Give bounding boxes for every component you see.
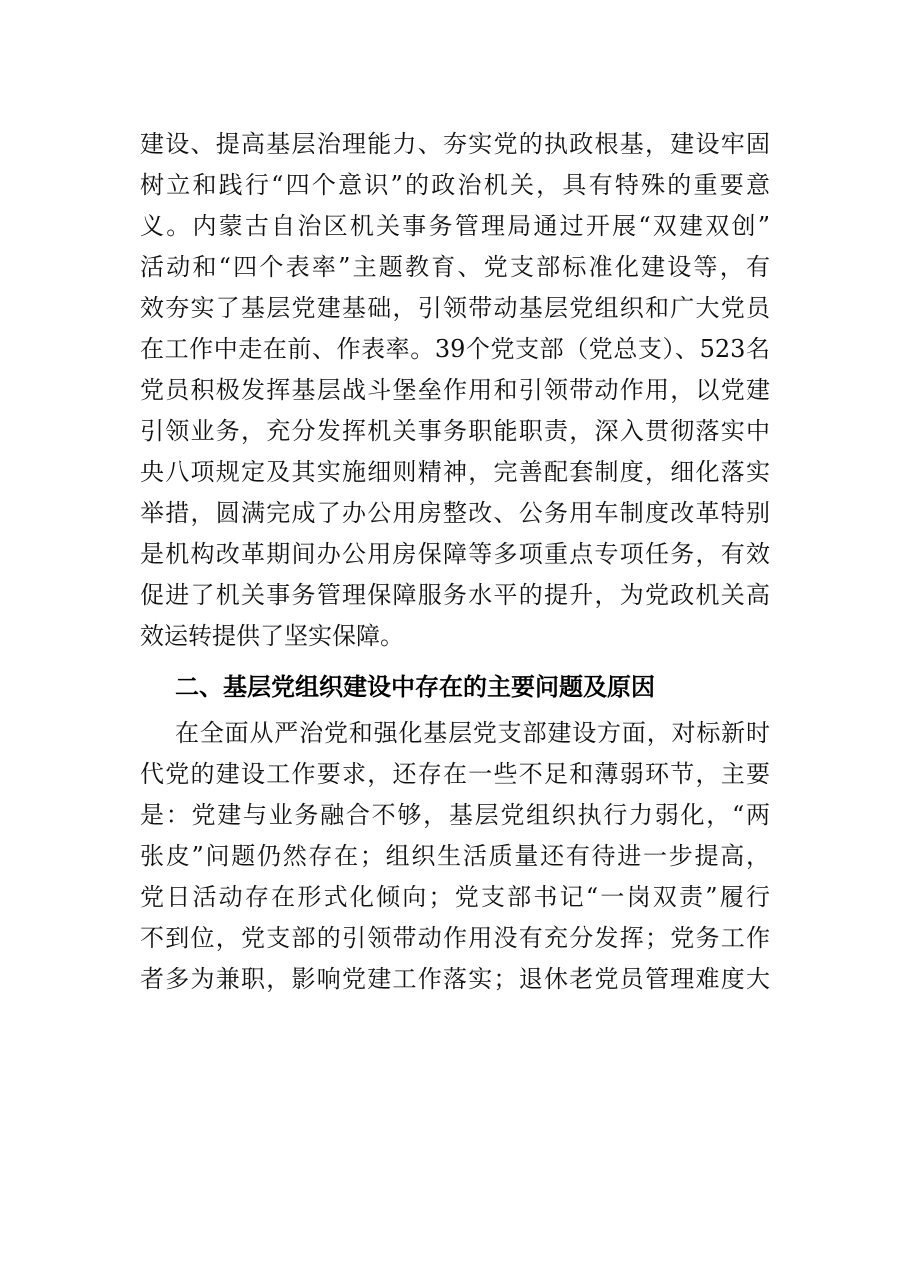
text-line: 引领业务，充分发挥机关事务职能职责，深入贯彻落实中 (140, 417, 770, 445)
text-line: 促进了机关事务管理保障服务水平的提升，为党政机关高 (140, 581, 770, 609)
text-line: 效运转提供了坚实保障。 (140, 622, 404, 650)
text-line: 不到位，党支部的引领带动作用没有充分发挥；党务工作 (140, 924, 770, 952)
paragraph-2 (140, 713, 770, 1000)
text-line: 是机构改革期间办公用房保障等多项重点专项任务，有效 (140, 540, 770, 568)
text-line: 在工作中走在前、作表率。39个党支部（党总支）、523名 (140, 335, 770, 363)
text-line: 活动和“四个表率”主题教育、党支部标准化建设等，有 (140, 253, 770, 281)
text-line: 建设、提高基层治理能力、夯实党的执政根基，建设牢固 (140, 130, 770, 158)
text-line: 央八项规定及其实施细则精神，完善配套制度，细化落实 (140, 458, 770, 486)
text-line: 树立和践行“四个意识”的政治机关，具有特殊的重要意 (140, 171, 770, 199)
text-line: 举措，圆满完成了办公用房整改、公务用车制度改革特别 (140, 499, 770, 527)
text-line: 效夯实了基层党建基础，引领带动基层党组织和广大党员 (140, 294, 770, 322)
text-line: 党日活动存在形式化倾向；党支部书记“一岗双责”履行 (140, 883, 770, 911)
text-line: 义。内蒙古自治区机关事务管理局通过开展“双建双创” (140, 212, 770, 240)
text-line: 在全面从严治党和强化基层党支部建设方面，对标新时 (175, 719, 770, 747)
text-line: 党员积极发挥基层战斗堡垒作用和引领带动作用，以党建 (140, 376, 770, 404)
text-line: 者多为兼职，影响党建工作落实；退休老党员管理难度大 (140, 965, 770, 993)
document-body (140, 124, 770, 1000)
paragraph-1 (140, 124, 770, 657)
section-heading: 二、基层党组织建设中存在的主要问题及原因 (175, 673, 655, 701)
text-line: 张皮”问题仍然存在；组织生活质量还有待进一步提高， (140, 842, 770, 870)
text-line: 代党的建设工作要求，还存在一些不足和薄弱环节，主要 (140, 760, 770, 788)
text-line: 是：党建与业务融合不够，基层党组织执行力弱化，“两 (140, 801, 770, 829)
